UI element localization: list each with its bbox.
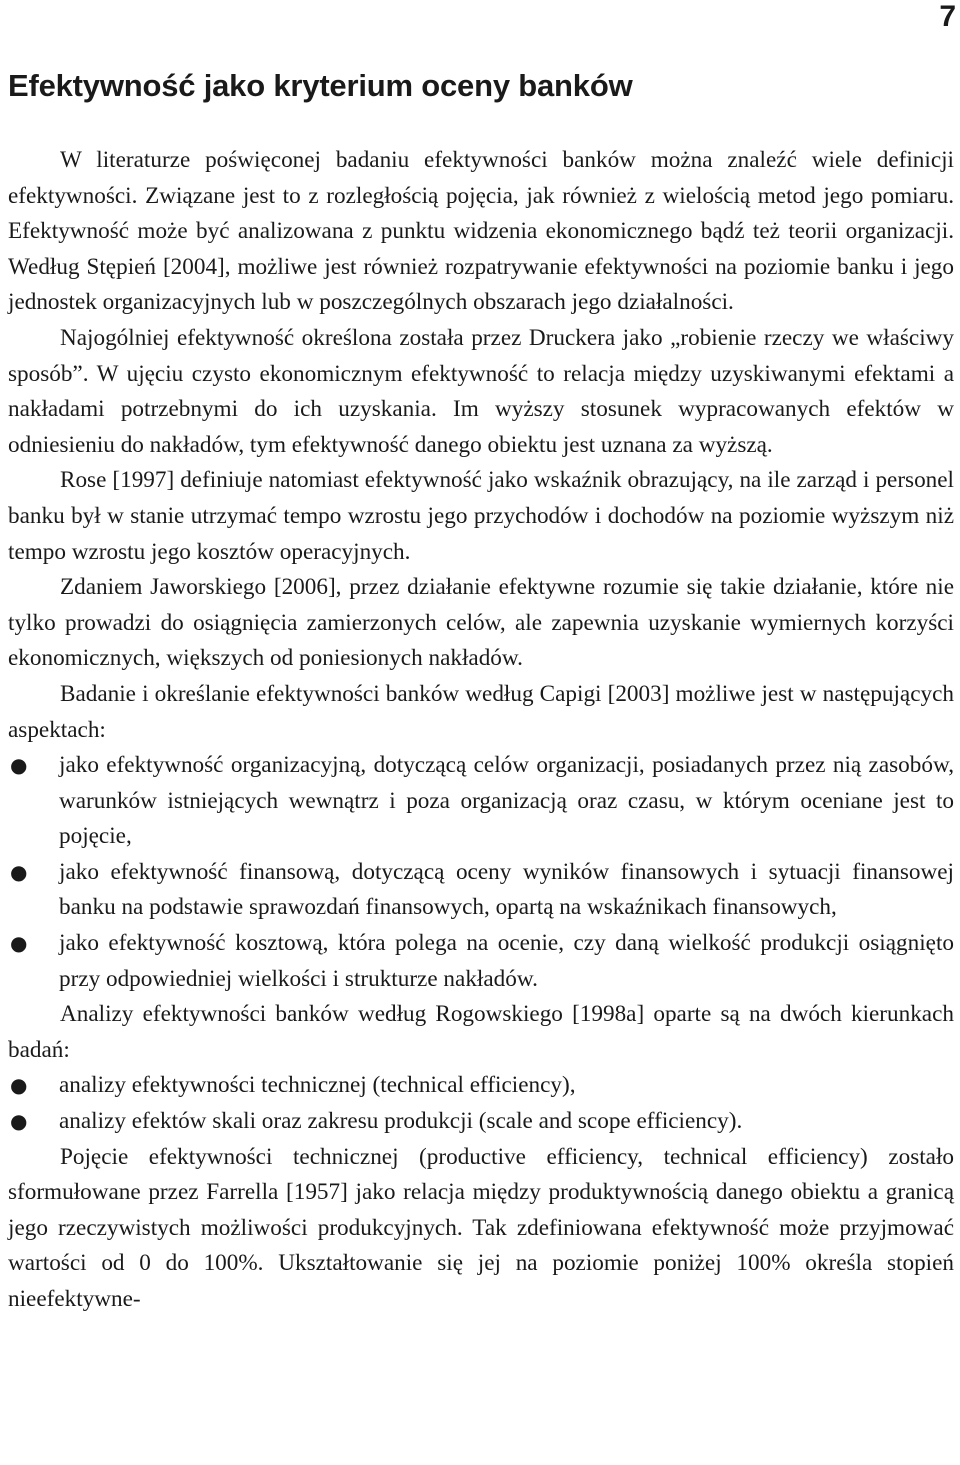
paragraph: Najogólniej efektywność określona została przez Druckera jako „robienie rzeczy we właściwy sposób”. W ujęciu czysto ekonomicznym efektywność to relacja między uzyskiwanymi efektami a nakładami potrzebnymi do ich uzyskania. Im wyższy stosunek wypracowanych efektów w odniesieniu do nakładów, tym efektywność danego obiektu jest uznana za wyższą.: [8, 324, 954, 458]
paragraph: Pojęcie efektywności technicznej (productive efficiency, technical efficiency) zostało sformułowane przez Farrella [1957] jako relacja między produktywnością danego obiektu a granicą jego rzeczywistych możliwości produkcyjnych. Tak zdefiniowana efektywność może przyjmować wartości od 0 do 100%. Ukształtowanie się jej na poziomie poniżej 100% określa stopień nieefektywne-: [8, 1143, 954, 1312]
list-item-text: analizy efektywności technicznej (technical efficiency),: [59, 1072, 576, 1099]
list-item-text: jako efektywność finansową, dotyczącą oceny wyników finansowych i sytuacji finansowej banku na podstawie sprawozdań finansowych, opartą na wskaźnikach finansowych,: [59, 858, 954, 921]
list-item: [10, 1068, 954, 1104]
list-item: [10, 926, 954, 997]
bullet-icon: ●: [10, 1109, 28, 1134]
bullet-icon: ●: [10, 931, 28, 956]
paragraph: Zdaniem Jaworskiego [2006], przez działanie efektywne rozumie się takie działanie, które nie tylko prowadzi do osiągnięcia zamierzonych celów, ale zapewnia uzyskanie wymiernych korzyści ekonomicznych, większych od poniesionych nakładów.: [8, 574, 954, 672]
paragraph: W literaturze poświęconej badaniu efektywności banków można znaleźć wiele definicji efektywności. Związane jest to z rozległością pojęcia, jak również z wielością metod jego pomiaru. Efektywność może być analizowana z punktu widzenia ekonomicznego bądź też teorii organizacji. Według Stępień [2004], możliwe jest również rozpatrywanie efektywności na poziomie banku i jego jednostek organizacyjnych lub w poszczególnych obszarach jego działalności.: [8, 147, 954, 316]
paragraph: Rose [1997] definiuje natomiast efektywność jako wskaźnik obrazujący, na ile zarząd i personel banku był w stanie utrzymać tempo wzrostu jego przychodów i dochodów na poziomie wyższym niż tempo wzrostu jego kosztów operacyjnych.: [8, 467, 954, 565]
paragraph: Analizy efektywności banków według Rogowskiego [1998a] oparte są na dwóch kierunkach badań:: [8, 1001, 954, 1063]
paragraph: Badanie i określanie efektywności banków według Capigi [2003] możliwe jest w następujących aspektach:: [8, 680, 954, 743]
chapter-title: Efektywność jako kryterium oceny banków: [8, 68, 633, 103]
bullet-icon: ●: [10, 753, 28, 778]
bullet-icon: ●: [10, 859, 28, 884]
list-item: [10, 748, 954, 855]
aspects-list: [8, 748, 954, 997]
page-number: 7: [939, 0, 956, 33]
list-item-text: jako efektywność organizacyjną, dotyczącą celów organizacji, posiadanych przez nią zasobów, warunków istniejących wewnątrz i poza organizacją oraz czasu, w którym oceniane jest to pojęcie,: [59, 752, 954, 850]
research-directions-list: [8, 1068, 954, 1139]
bullet-icon: ●: [10, 1073, 28, 1098]
list-item-text: jako efektywność kosztową, która polega na ocenie, czy daną wielkość produkcji osiągnięto przy odpowiedniej wielkości i strukturze nakładów.: [59, 930, 954, 992]
list-item: [10, 855, 954, 926]
list-item-text: analizy efektów skali oraz zakresu produkcji (scale and scope efficiency).: [59, 1108, 743, 1135]
list-item: [10, 1104, 954, 1140]
body-text: [8, 143, 954, 1318]
